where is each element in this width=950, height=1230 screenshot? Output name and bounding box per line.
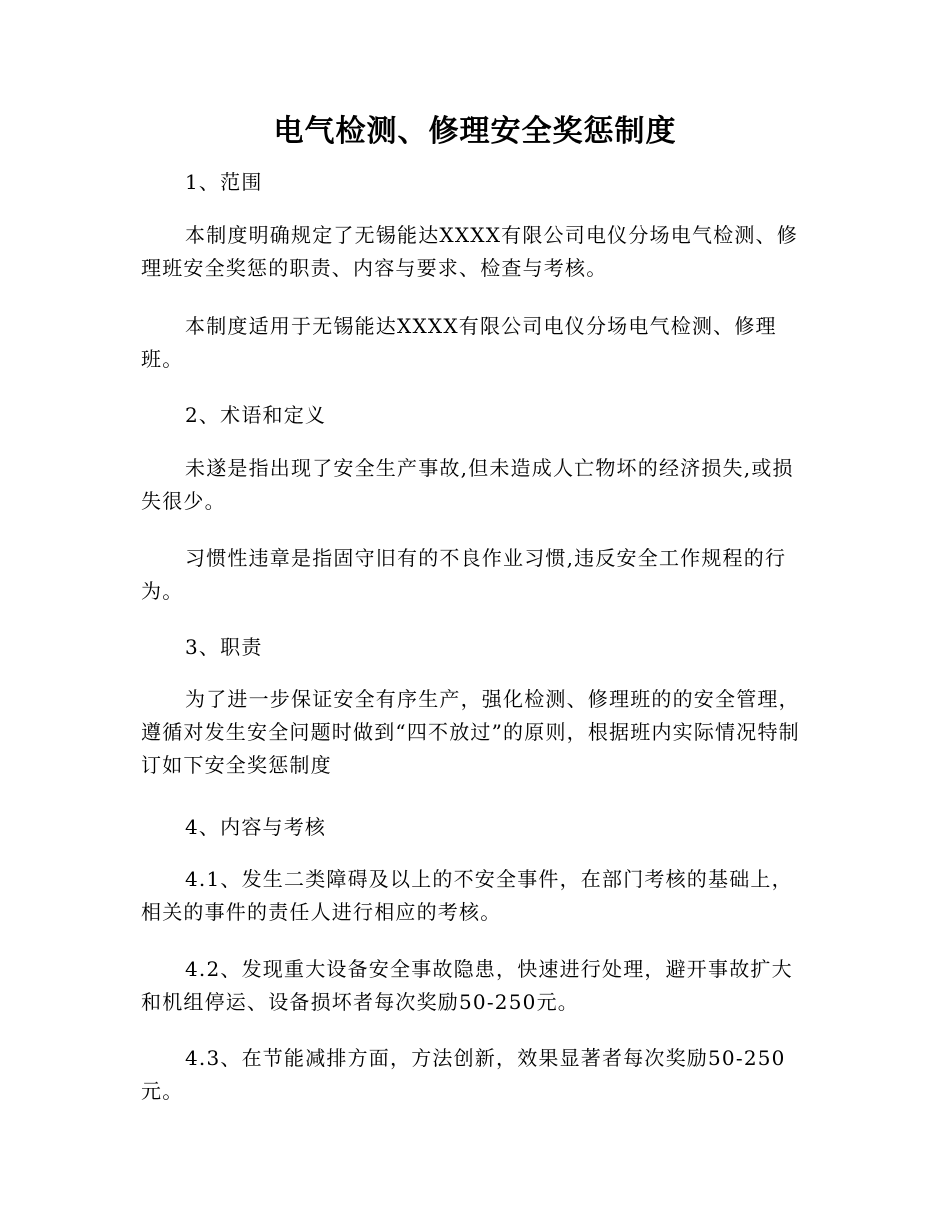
paragraph-term-near-miss: 未遂是指出现了安全生产事故,但未造成人亡物坏的经济损失,或损失很少。 <box>141 456 794 513</box>
paragraph-responsibilities: 为了进一步保证安全有序生产，强化检测、修理班的的安全管理，遵循对发生安全问题时做到“四不放过”的原则，根据班内实际情况特制订如下安全奖惩制度 <box>141 687 800 777</box>
section-heading-content-assessment: 4、内容与考核 <box>185 815 327 839</box>
section-heading-scope: 1、范围 <box>185 170 263 194</box>
section-heading-terms: 2、术语和定义 <box>185 403 327 427</box>
paragraph-item-4-3: 4.3、在节能减排方面，方法创新，效果显著者每次奖励50-250元。 <box>141 1046 786 1103</box>
paragraph-scope-definition: 本制度明确规定了无锡能达XXXX有限公司电仪分场电气检测、修理班安全奖惩的职责、内容与要求、检查与考核。 <box>141 223 798 280</box>
paragraph-scope-applicability: 本制度适用于无锡能达XXXX有限公司电仪分场电气检测、修理班。 <box>141 314 777 371</box>
document-title: 电气检测、修理安全奖惩制度 <box>273 114 677 149</box>
paragraph-item-4-1: 4.1、发生二类障碍及以上的不安全事件，在部门考核的基础上，相关的事件的责任人进行相应的考核。 <box>141 867 793 924</box>
section-heading-responsibilities: 3、职责 <box>185 635 263 659</box>
paragraph-term-habitual-violation: 习惯性违章是指固守旧有的不良作业习惯,违反安全工作规程的行为。 <box>141 546 787 603</box>
paragraph-item-4-2: 4.2、发现重大设备安全事故隐患，快速进行处理，避开事故扩大和机组停运、设备损坏者每次奖励50-250元。 <box>141 957 793 1014</box>
